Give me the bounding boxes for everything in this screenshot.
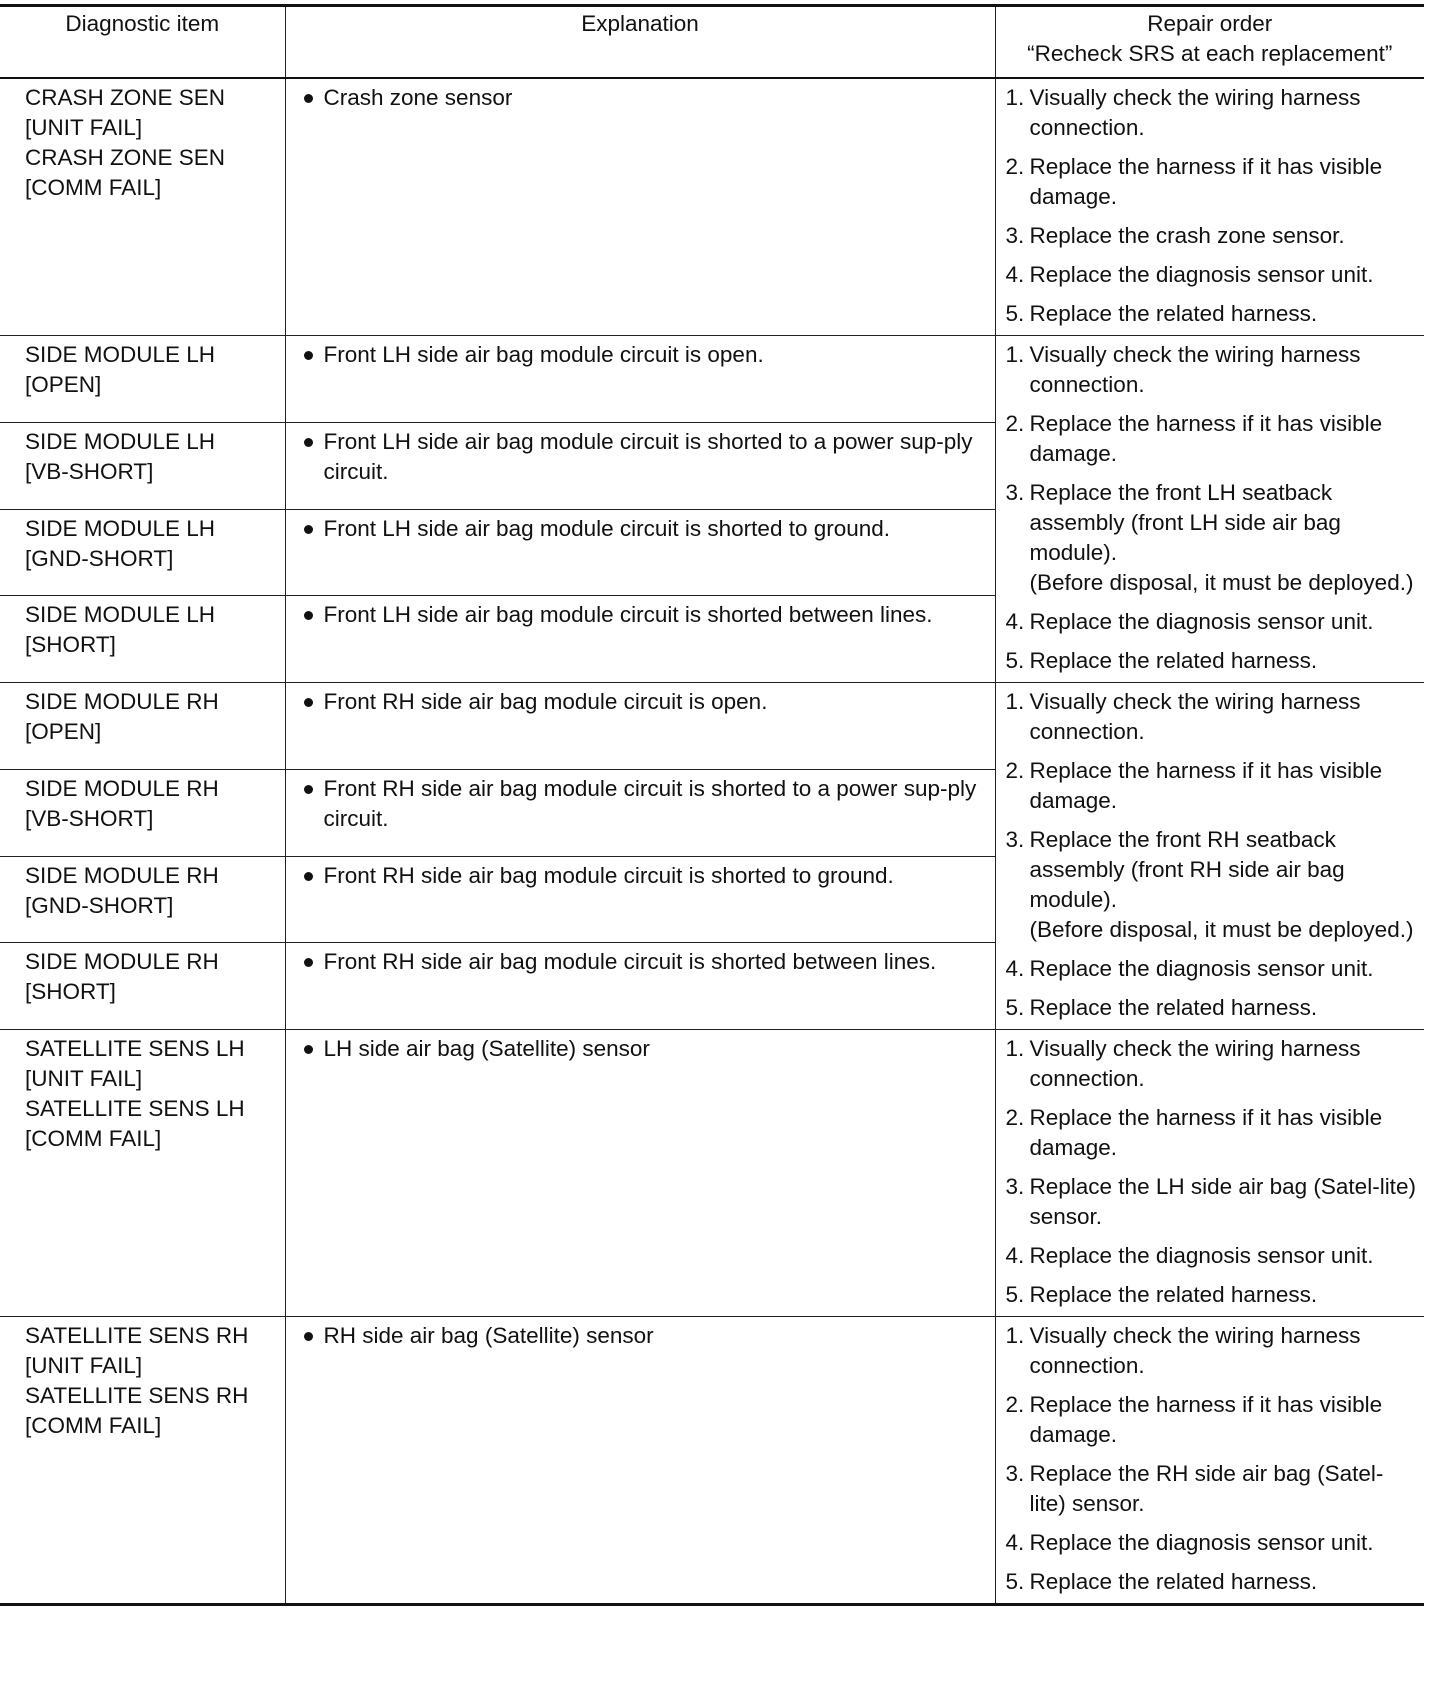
explanation-cell — [285, 336, 995, 423]
diagnostic-table — [0, 4, 1424, 1606]
document-page — [0, 4, 1424, 1606]
diagnostic-item-line: [COMM FAIL] — [25, 1126, 162, 1151]
repair-step-number: 2. — [1005, 154, 1025, 179]
diagnostic-item-line: CRASH ZONE SEN — [25, 85, 226, 110]
table-row — [0, 78, 1424, 336]
repair-step-number: 4. — [1005, 1243, 1025, 1268]
repair-step — [1006, 756, 1417, 816]
repair-step-text: Visually check the wiring harness connection. — [1029, 1323, 1361, 1378]
repair-step-text: Replace the crash zone sensor. — [1029, 223, 1345, 248]
explanation-bullet: Front LH side air bag module circuit is shorted to ground. — [300, 514, 983, 544]
explanation-cell — [285, 683, 995, 770]
repair-step-number: 3. — [1005, 1461, 1025, 1486]
diagnostic-item-cell — [0, 683, 285, 770]
repair-step-number: 2. — [1005, 1105, 1025, 1130]
repair-step-text: Replace the harness if it has visible damage. — [1029, 1105, 1383, 1160]
diagnostic-item-cell — [0, 596, 285, 683]
repair-step-number: 5. — [1005, 995, 1025, 1020]
repair-steps — [1006, 340, 1417, 676]
repair-step — [1006, 1241, 1417, 1271]
diagnostic-item-line: SATELLITE SENS LH — [25, 1036, 245, 1061]
diagnostic-item-line: SIDE MODULE RH — [25, 689, 219, 714]
repair-step-text: Replace the front LH seatback assembly (front LH side air bag module). (Before disposal, it must be deployed.) — [1029, 480, 1414, 595]
repair-step — [1006, 954, 1417, 984]
explanation-cell — [285, 78, 995, 336]
repair-step-number: 2. — [1005, 411, 1025, 436]
repair-step — [1006, 646, 1417, 676]
diagnostic-item-line: [GND-SHORT] — [25, 892, 174, 918]
repair-step — [1006, 993, 1417, 1023]
repair-step-number: 1. — [1005, 689, 1025, 714]
diagnostic-item-cell — [0, 1030, 285, 1317]
repair-order-cell — [995, 1030, 1424, 1317]
repair-step — [1006, 1280, 1417, 1310]
repair-steps — [1006, 1321, 1417, 1597]
table-row — [0, 1030, 1424, 1317]
repair-order-cell — [995, 336, 1424, 683]
repair-step-number: 3. — [1005, 480, 1025, 505]
explanation-cell — [285, 943, 995, 1030]
repair-step-number: 2. — [1005, 758, 1025, 783]
diagnostic-item-line: CRASH ZONE SEN — [25, 145, 226, 170]
repair-step — [1006, 260, 1417, 290]
repair-steps — [1006, 1034, 1417, 1310]
table-header-row — [0, 6, 1424, 79]
explanation-cell — [285, 856, 995, 943]
diagnostic-item-line: SIDE MODULE RH — [25, 949, 219, 975]
repair-step-text: Replace the diagnosis sensor unit. — [1029, 1243, 1374, 1268]
repair-step-text: Replace the diagnosis sensor unit. — [1029, 262, 1374, 287]
repair-step-text: Visually check the wiring harness connection. — [1029, 1036, 1361, 1091]
repair-step — [1006, 221, 1417, 251]
diagnostic-item-line: [VB-SHORT] — [25, 805, 154, 831]
diagnostic-item-cell — [0, 422, 285, 509]
repair-step — [1006, 1034, 1417, 1094]
repair-step — [1006, 478, 1417, 598]
repair-step — [1006, 83, 1417, 143]
diagnostic-item-line: SIDE MODULE RH — [25, 862, 219, 888]
repair-step-text: Replace the RH side air bag (Satel-lite) sensor. — [1029, 1461, 1384, 1516]
explanation-bullet: Front RH side air bag module circuit is open. — [300, 687, 983, 717]
repair-step-number: 3. — [1005, 223, 1025, 248]
repair-step-number: 1. — [1005, 85, 1025, 110]
diagnostic-item-cell — [0, 1317, 285, 1605]
repair-step — [1006, 1103, 1417, 1163]
repair-step-number: 5. — [1005, 1569, 1025, 1594]
repair-step-number: 1. — [1005, 342, 1025, 367]
explanation-bullet: Front RH side air bag module circuit is shorted to ground. — [300, 861, 983, 891]
diagnostic-item-cell — [0, 769, 285, 856]
repair-step — [1006, 687, 1417, 747]
repair-step-number: 4. — [1005, 609, 1025, 634]
diagnostic-item-cell — [0, 78, 285, 336]
repair-step-text: Replace the diagnosis sensor unit. — [1029, 1530, 1374, 1555]
explanation-cell — [285, 422, 995, 509]
diagnostic-item-line: SIDE MODULE RH — [25, 775, 219, 801]
repair-step — [1006, 607, 1417, 637]
diagnostic-item-cell — [0, 336, 285, 423]
diagnostic-item-line: [VB-SHORT] — [25, 458, 154, 484]
repair-step — [1006, 340, 1417, 400]
repair-step-text: Replace the related harness. — [1029, 1569, 1318, 1594]
diagnostic-item-cell — [0, 856, 285, 943]
table-row — [0, 1317, 1424, 1605]
repair-step — [1006, 1172, 1417, 1232]
repair-step-number: 1. — [1005, 1036, 1025, 1061]
diagnostic-item-line: SATELLITE SENS LH — [25, 1096, 245, 1121]
repair-step-text: Replace the harness if it has visible damage. — [1029, 758, 1383, 813]
repair-step-number: 4. — [1005, 262, 1025, 287]
repair-step — [1006, 299, 1417, 329]
diagnostic-item-line: [COMM FAIL] — [25, 175, 162, 200]
repair-step — [1006, 1528, 1417, 1558]
repair-step-text: Replace the related harness. — [1029, 301, 1318, 326]
repair-steps — [1006, 687, 1417, 1023]
repair-step-text: Visually check the wiring harness connection. — [1029, 85, 1361, 140]
diagnostic-item-line: [OPEN] — [25, 719, 102, 744]
diagnostic-item-cell — [0, 943, 285, 1030]
repair-step-text: Replace the LH side air bag (Satel-lite) sensor. — [1029, 1174, 1416, 1229]
repair-step-text: Replace the harness if it has visible damage. — [1029, 1392, 1383, 1447]
repair-step-number: 3. — [1005, 1174, 1025, 1199]
repair-step-text: Replace the front RH seatback assembly (front RH side air bag module). (Before disposal, it must be deployed.) — [1029, 827, 1414, 942]
repair-step — [1006, 825, 1417, 945]
explanation-cell — [285, 1317, 995, 1605]
repair-step — [1006, 1390, 1417, 1450]
repair-step-number: 5. — [1005, 648, 1025, 673]
diagnostic-item-cell — [0, 509, 285, 596]
diagnostic-item-line: SATELLITE SENS RH — [25, 1383, 249, 1408]
diagnostic-item-line: [SHORT] — [25, 979, 116, 1005]
explanation-bullet: RH side air bag (Satellite) sensor — [300, 1321, 983, 1351]
repair-step-number: 5. — [1005, 301, 1025, 326]
repair-step-number: 4. — [1005, 956, 1025, 981]
explanation-bullet: Front LH side air bag module circuit is shorted between lines. — [300, 600, 983, 630]
repair-order-cell — [995, 683, 1424, 1030]
repair-step-text: Replace the related harness. — [1029, 995, 1318, 1020]
table-row — [0, 336, 1424, 423]
diagnostic-item-line: SATELLITE SENS RH — [25, 1323, 249, 1348]
repair-step-text: Replace the related harness. — [1029, 648, 1318, 673]
diagnostic-item-line: [OPEN] — [25, 372, 102, 397]
diagnostic-item-line: [SHORT] — [25, 632, 116, 658]
repair-step-text: Visually check the wiring harness connection. — [1029, 342, 1361, 397]
explanation-cell — [285, 769, 995, 856]
explanation-bullet: Crash zone sensor — [300, 83, 983, 113]
diagnostic-item-line: [UNIT FAIL] — [25, 1066, 143, 1091]
repair-step — [1006, 1459, 1417, 1519]
header-repair-order-note: “Recheck SRS at each replacement” — [1027, 41, 1393, 66]
explanation-bullet: Front RH side air bag module circuit is shorted to a power sup-ply circuit. — [300, 774, 983, 834]
explanation-cell — [285, 596, 995, 683]
repair-step-text: Replace the diagnosis sensor unit. — [1029, 956, 1374, 981]
diagnostic-item-line: SIDE MODULE LH — [25, 602, 216, 628]
repair-step — [1006, 1567, 1417, 1597]
diagnostic-item-line: SIDE MODULE LH — [25, 515, 216, 541]
explanation-cell — [285, 509, 995, 596]
table-body — [0, 78, 1424, 1605]
repair-step — [1006, 409, 1417, 469]
diagnostic-item-line: SIDE MODULE LH — [25, 342, 216, 367]
diagnostic-item-line: [UNIT FAIL] — [25, 115, 143, 140]
repair-step-number: 1. — [1005, 1323, 1025, 1348]
diagnostic-item-line: SIDE MODULE LH — [25, 428, 216, 454]
repair-order-cell — [995, 78, 1424, 336]
header-diagnostic-item: Diagnostic item — [0, 6, 285, 79]
explanation-bullet: LH side air bag (Satellite) sensor — [300, 1034, 983, 1064]
explanation-bullet: Front RH side air bag module circuit is shorted between lines. — [300, 947, 983, 977]
repair-step-text: Replace the harness if it has visible damage. — [1029, 154, 1383, 209]
repair-steps — [1006, 83, 1417, 329]
repair-step-number: 4. — [1005, 1530, 1025, 1555]
repair-step-text: Replace the harness if it has visible damage. — [1029, 411, 1383, 466]
repair-step — [1006, 1321, 1417, 1381]
explanation-cell — [285, 1030, 995, 1317]
repair-order-cell — [995, 1317, 1424, 1605]
repair-step-number: 3. — [1005, 827, 1025, 852]
repair-step-number: 5. — [1005, 1282, 1025, 1307]
diagnostic-item-line: [GND-SHORT] — [25, 545, 174, 571]
repair-step-text: Visually check the wiring harness connection. — [1029, 689, 1361, 744]
repair-step-text: Replace the related harness. — [1029, 1282, 1318, 1307]
repair-step — [1006, 152, 1417, 212]
repair-step-number: 2. — [1005, 1392, 1025, 1417]
diagnostic-item-line: [UNIT FAIL] — [25, 1353, 143, 1378]
repair-step-text: Replace the diagnosis sensor unit. — [1029, 609, 1374, 634]
header-explanation: Explanation — [285, 6, 995, 79]
diagnostic-item-line: [COMM FAIL] — [25, 1413, 162, 1438]
explanation-bullet: Front LH side air bag module circuit is open. — [300, 340, 983, 370]
explanation-bullet: Front LH side air bag module circuit is shorted to a power sup-ply circuit. — [300, 427, 983, 487]
table-row — [0, 683, 1424, 770]
header-repair-order — [995, 6, 1424, 79]
header-repair-order-title: Repair order — [1147, 11, 1273, 36]
